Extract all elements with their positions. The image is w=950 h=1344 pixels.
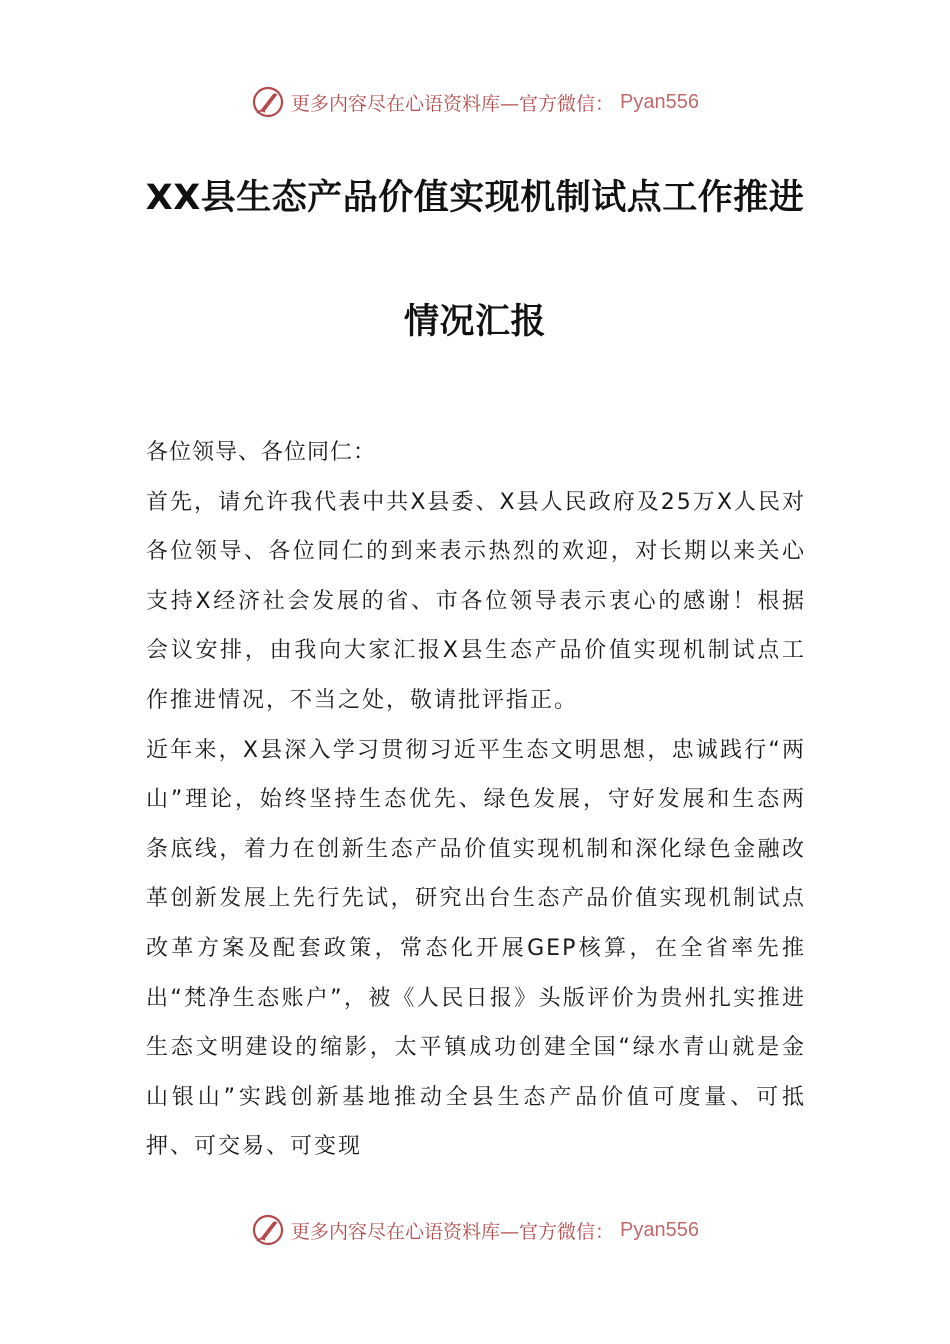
watermark-text: 更多内容尽在心语资料库—官方微信： bbox=[291, 92, 615, 115]
watermark-banner-top bbox=[0, 82, 950, 122]
watermark-text: 更多内容尽在心语资料库—官方微信： bbox=[291, 1220, 615, 1243]
watermark-wechat-id: Pyan556 bbox=[620, 90, 699, 113]
watermark-wechat-id: Pyan556 bbox=[620, 1218, 699, 1241]
document-body bbox=[146, 428, 806, 1172]
paragraph-recent-years: 近年来，X县深入学习贯彻习近平生态文明思想，忠诚践行“两山”理论，始终坚持生态优先、绿色发展，守好发展和生态两条底线，着力在创新生态产品价值实现机制和深化绿色金融改革创新发展上先行先试，研究出台生态产品价值实现机制试点改革方案及配套政策，常态化开展GEP核算，在全省率先推出“梵净生态账户”，被《人民日报》头版评价为贵州扎实推进生态文明建设的缩影，太平镇成功创建全国“绿水青山就是金山银山”实践创新基地推动全县生态产品价值可度量、可抵押、可交易、可变现 bbox=[146, 737, 806, 1160]
document-title-line2: 情况汇报 bbox=[403, 302, 546, 342]
pen-quill-logo-icon bbox=[251, 85, 285, 119]
paragraph-opening: 首先，请允许我代表中共X县委、X县人民政府及25万X人民对各位领导、各位同仁的到来表示热烈的欢迎，对长期以来关心支持X经济社会发展的省、市各位领导表示衷心的感谢！根据会议安排，由我向大家汇报X县生态产品价值实现机制试点工作推进情况，不当之处，敬请批评指正。 bbox=[146, 489, 806, 713]
salutation: 各位领导、各位同仁： bbox=[146, 440, 377, 465]
watermark-banner-bottom bbox=[0, 1210, 950, 1250]
document-title-line1: XX县生态产品价值实现机制试点工作推进 bbox=[145, 178, 805, 218]
pen-quill-logo-icon bbox=[251, 1213, 285, 1247]
